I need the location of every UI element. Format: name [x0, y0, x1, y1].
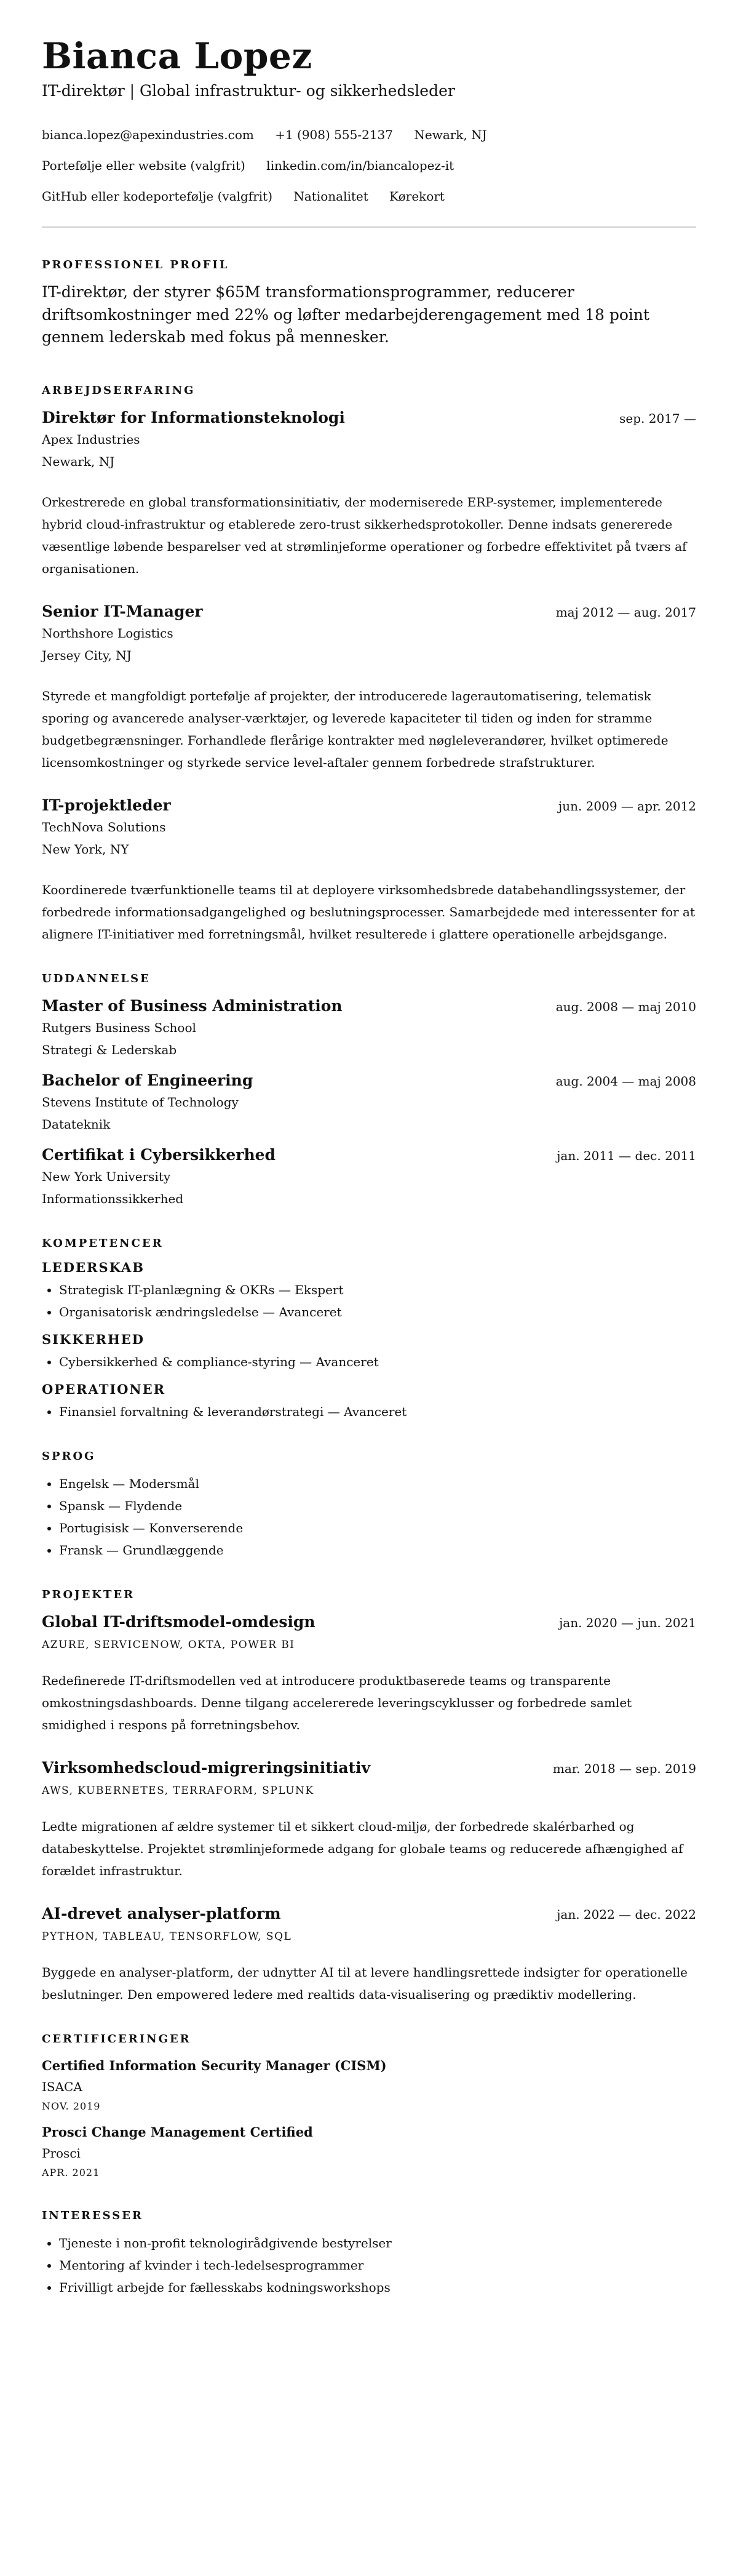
school-name: New York University	[42, 1169, 171, 1185]
certification-name: Prosci Change Management Certified	[42, 2124, 313, 2140]
certification-issuer: ISACA	[42, 2079, 82, 2095]
project-date: mar. 2018 — sep. 2019	[552, 1761, 696, 1777]
skill-item: • Strategisk IT-planlægning & OKRs — Ekspert	[59, 1279, 696, 1301]
certification-date: NOV. 2019	[42, 2100, 101, 2113]
skill-item: • Finansiel forvaltning & leverandørstrategi — Avanceret	[59, 1401, 696, 1423]
skill-list	[42, 1279, 696, 1323]
contact-info	[42, 119, 696, 212]
certification-issuer: Prosci	[42, 2146, 81, 2161]
experience-entry	[42, 407, 696, 580]
section-title: PROJEKTER	[42, 1588, 135, 1602]
contact-row	[42, 181, 696, 212]
experience-entry	[42, 601, 696, 774]
education-date: jan. 2011 — dec. 2011	[557, 1148, 696, 1164]
job-date: maj 2012 — aug. 2017	[555, 605, 696, 620]
job-date: jun. 2009 — apr. 2012	[558, 799, 696, 814]
interest-item: • Frivilligt arbejde for fællesskabs kodningsworkshops	[59, 2276, 696, 2298]
language-item: • Fransk — Grundlæggende	[59, 1539, 696, 1561]
job-description: Styrede et mangfoldigt portefølje af projekter, der introducerede lagerautomatisering, telematisk sporing og avancerede analyser-værktøjer, og leverede kapaciteter til tiden og inden for stramme budgetbegrænsninger. Forhandlede flerårige kontrakter med nøgleleverandører, hvilket optimerede licensomkostninger og styrkede service level-aftaler gennem forbedrede strafstrukturer.	[42, 689, 669, 770]
certification-entry	[42, 2055, 696, 2116]
interest-list	[42, 2232, 696, 2298]
skill-item: • Organisatorisk ændringsledelse — Avanceret	[59, 1301, 696, 1323]
certification-entry	[42, 2122, 696, 2182]
job-title: IT-projektleder	[42, 796, 171, 815]
candidate-name: Bianca Lopez	[42, 35, 312, 77]
section-title: CERTIFICERINGER	[42, 2033, 191, 2046]
education-date: aug. 2008 — maj 2010	[555, 999, 696, 1015]
job-location: Newark, NJ	[42, 454, 115, 470]
project-tech: AWS, KUBERNETES, TERRAFORM, SPLUNK	[42, 1785, 314, 1798]
education-section	[42, 972, 696, 1210]
candidate-headline: IT-direktør | Global infrastruktur- og sikkerhedsleder	[42, 81, 455, 100]
education-entry	[42, 995, 696, 1061]
certifications-section	[42, 2033, 696, 2182]
projects-section	[42, 1588, 696, 2006]
project-date: jan. 2022 — dec. 2022	[557, 1907, 696, 1922]
profile-section	[42, 258, 696, 348]
degree-title: Master of Business Administration	[42, 997, 343, 1015]
interests-section	[42, 2209, 696, 2298]
location: Newark, NJ	[414, 127, 487, 143]
phone-number: +1 (908) 555-2137	[275, 127, 393, 143]
job-location: New York, NY	[42, 842, 129, 857]
linkedin-link[interactable]: linkedin.com/in/biancalopez-it	[266, 158, 454, 174]
languages-section	[42, 1450, 696, 1561]
job-title: Senior IT-Manager	[42, 602, 203, 621]
project-name: AI-drevet analyser-platform	[42, 1905, 281, 1923]
language-item: • Engelsk — Modersmål	[59, 1473, 696, 1495]
email-link[interactable]: bianca.lopez@apexindustries.com	[42, 127, 254, 143]
project-name: Virksomhedscloud-migreringsinitiativ	[42, 1759, 371, 1777]
education-entry	[42, 1144, 696, 1210]
project-description: Byggede en analyser-platform, der udnytter AI til at levere handlingsrettede indsigter for operationelle beslutninger. Den empowered ledere med realtids data-visualisering og prædiktiv modellering.	[42, 1965, 688, 2002]
job-title: Direktør for Informationsteknologi	[42, 409, 345, 427]
drivers-license: Kørekort	[389, 189, 445, 204]
project-description: Redefinerede IT-driftsmodellen ved at introducere produktbaserede teams og transparente omkostningsdashboards. Denne tilgang accelererede leveringscyklusser og forbedrede samlet smidighed i respons på forretningsbehov.	[42, 1673, 632, 1733]
project-tech: PYTHON, TABLEAU, TENSORFLOW, SQL	[42, 1930, 292, 1943]
github-link: GitHub eller kodeportefølje (valgfrit)	[42, 189, 273, 204]
degree-title: Bachelor of Engineering	[42, 1071, 253, 1090]
experience-entry	[42, 794, 696, 945]
school-name: Rutgers Business School	[42, 1020, 196, 1036]
field-of-study: Informationssikkerhed	[42, 1191, 184, 1207]
language-item: • Portugisisk — Konverserende	[59, 1517, 696, 1539]
skill-category: OPERATIONER	[42, 1382, 166, 1398]
project-name: Global IT-driftsmodel-omdesign	[42, 1613, 315, 1631]
section-title: PROFESSIONEL PROFIL	[42, 258, 229, 272]
portfolio-link: Portefølje eller website (valgfrit)	[42, 158, 245, 174]
project-tech: AZURE, SERVICENOW, OKTA, POWER BI	[42, 1639, 295, 1652]
job-location: Jersey City, NJ	[42, 648, 132, 663]
job-date: sep. 2017 —	[619, 411, 696, 426]
skill-category: SIKKERHED	[42, 1332, 145, 1348]
project-entry	[42, 1903, 696, 2006]
company-name: Northshore Logistics	[42, 626, 173, 641]
header-divider	[42, 226, 696, 228]
contact-row	[42, 119, 696, 150]
skill-category: LEDERSKAB	[42, 1260, 145, 1276]
company-name: TechNova Solutions	[42, 820, 166, 835]
project-description: Ledte migrationen af ældre systemer til et sikkert cloud-miljø, der forbedrede skalérbarhed og databeskyttelse. Projektet strømlinjeformede adgang for globale teams og reducerede afhængighed af forældet infrastruktur.	[42, 1819, 683, 1879]
job-description: Koordinerede tværfunktionelle teams til at deployere virksomhedsbrede databehandlingssystemer, der forbedrede informationsadgangelighed og beslutningsprocesser. Samarbejdede med interessenter for at alignere IT-initiativer med forretningsmål, hvilket resulterede i glattere operationelle arbejdsgange.	[42, 882, 696, 942]
project-entry	[42, 1757, 696, 1882]
certification-name: Certified Information Security Manager (CISM)	[42, 2058, 387, 2074]
experience-section	[42, 384, 696, 945]
language-list	[42, 1473, 696, 1561]
company-name: Apex Industries	[42, 432, 140, 447]
job-description: Orkestrerede en global transformationsinitiativ, der moderniserede ERP-systemer, implementerede hybrid cloud-infrastruktur og etablerede zero-trust sikkerhedsprotokoller. Denne indsats genererede væsentlige løbende besparelser ved at strømlinjeforme operationer og forbedre effektivitet på tværs af organisationen.	[42, 495, 687, 577]
section-title: UDDANNELSE	[42, 972, 151, 986]
project-entry	[42, 1611, 696, 1736]
field-of-study: Strategi & Lederskab	[42, 1042, 177, 1058]
section-title: INTERESSER	[42, 2209, 143, 2223]
skills-section	[42, 1237, 696, 1423]
interest-item: • Mentoring af kvinder i tech-ledelsesprogrammer	[59, 2254, 696, 2276]
skill-item: • Cybersikkerhed & compliance-styring — Avanceret	[59, 1351, 696, 1373]
skill-list	[42, 1351, 696, 1373]
nationality: Nationalitet	[293, 189, 368, 204]
education-entry	[42, 1070, 696, 1135]
interest-item: • Tjeneste i non-profit teknologirådgivende bestyrelser	[59, 2232, 696, 2254]
contact-row	[42, 150, 696, 181]
field-of-study: Datateknik	[42, 1117, 111, 1132]
education-date: aug. 2004 — maj 2008	[555, 1074, 696, 1089]
certification-date: APR. 2021	[42, 2167, 100, 2179]
school-name: Stevens Institute of Technology	[42, 1095, 239, 1110]
section-title: ARBEJDSERFARING	[42, 384, 196, 398]
section-title: KOMPETENCER	[42, 1237, 164, 1250]
language-item: • Spansk — Flydende	[59, 1495, 696, 1517]
section-title: SPROG	[42, 1450, 96, 1463]
skill-list	[42, 1401, 696, 1423]
resume-header	[42, 37, 696, 212]
project-date: jan. 2020 — jun. 2021	[559, 1615, 696, 1631]
degree-title: Certifikat i Cybersikkerhed	[42, 1146, 276, 1164]
profile-text: IT-direktør, der styrer $65M transformationsprogrammer, reducerer driftsomkostninger med 22% og løfter medarbejderengagement med 18 point gennem lederskab med fokus på mennesker.	[42, 283, 650, 346]
